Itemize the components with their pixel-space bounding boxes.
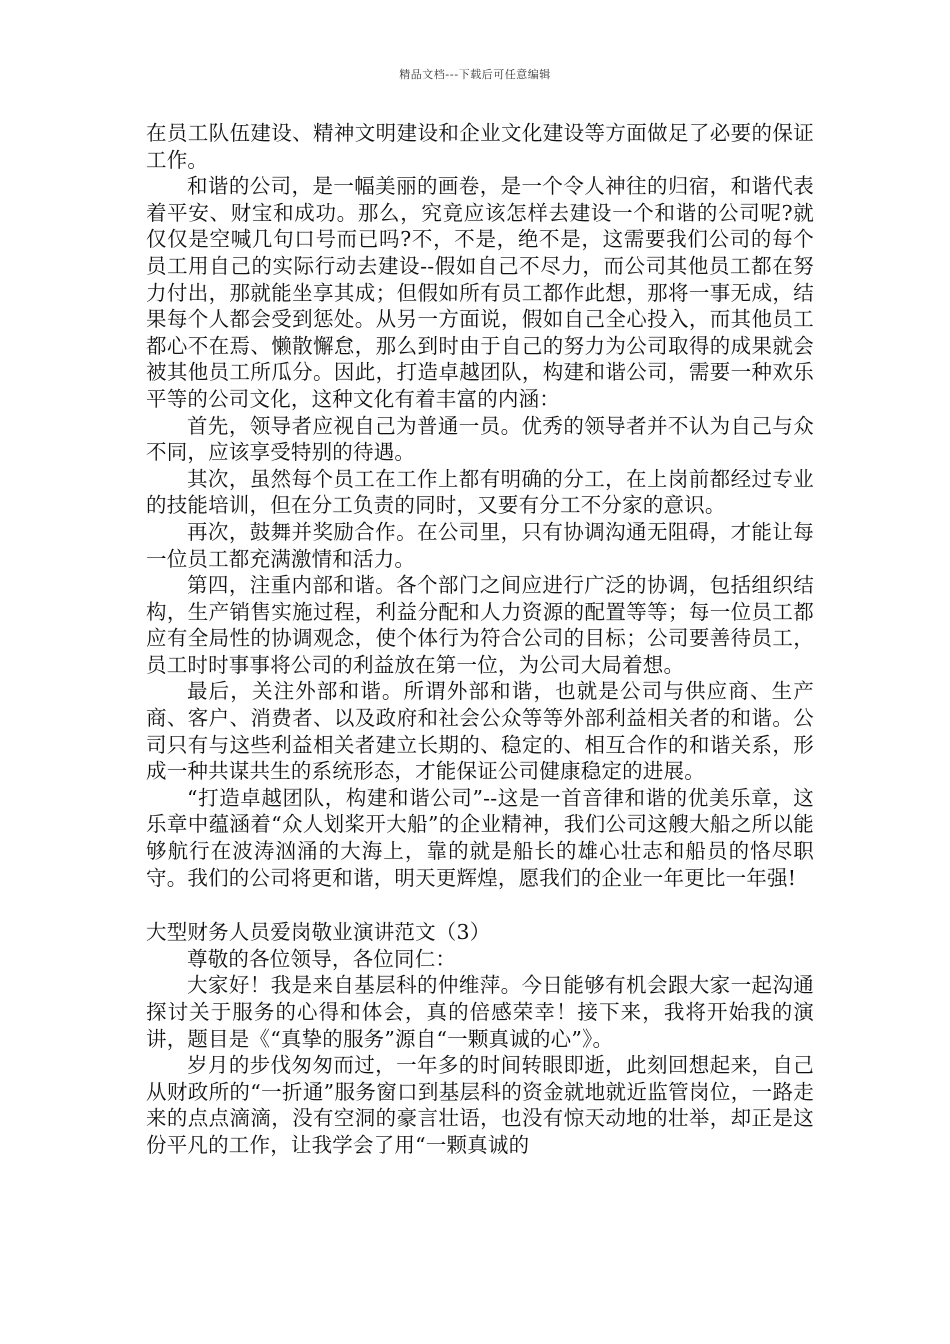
paragraph: 首先，领导者应视自己为普通一员。优秀的领导者并不认为自己与众不同，应该享受特别的待遇。 [146,413,814,465]
paragraph-continued: 在员工队伍建设、精神文明建设和企业文化建设等方面做足了必要的保证工作。 [146,121,814,172]
paragraph: 第四，注重内部和谐。各个部门之间应进行广泛的协调，包括组织结构，生产销售实施过程，利益分配和人力资源的配置等等；每一位员工都应有全局性的协调观念，使个体行为符合公司的目标；公司要善待员工，员工时时事事将公司的利益放在第一位，为公司大局着想。 [146,573,814,677]
salutation: 尊敬的各位领导，各位同仁： [187,946,457,971]
paragraph: 和谐的公司，是一幅美丽的画卷，是一个令人神往的归宿，和谐代表着平安、财宝和成功。那么，究竟应该怎样去建设一个和谐的公司呢?就仅仅是空喊几句口号而已吗?不，不是，绝不是，这需要我们公司的每个员工用自己的实际行动去建设--假如自己不尽力，而公司其他员工都在努力付出，那就能坐享其成；但假如所有员工都作此想，那将一事无成，结果每个人都会受到惩处。从另一方面说，假如自己全心投入，而其他员工都心不在焉、懒散懈怠，那么到时由于自己的努力为公司取得的成果就会被其他员工所瓜分。因此，打造卓越团队，构建和谐公司，需要一种欢乐平等的公司文化，这种文化有着丰富的内涵： [146,174,814,411]
paragraph: 其次，虽然每个员工在工作上都有明确的分工，在上岗前都经过专业的技能培训，但在分工负责的同时，又要有分工不分家的意识。 [146,466,814,518]
page-header: 精品文档---下载后可任意编辑 [399,68,551,81]
paragraph: 最后，关注外部和谐。所谓外部和谐，也就是公司与供应商、生产商、客户、消费者、以及政府和社会公众等等外部利益相关者的和谐。公司只有与这些利益相关者建立长期的、稳定的、相互合作的和谐关系，形成一种共谋共生的系统形态，才能保证公司健康稳定的进展。 [146,679,814,784]
paragraph: “打造卓越团队，构建和谐公司”--这是一首音律和谐的优美乐章，这乐章中蕴涵着“众人划桨开大船”的企业精神，我们公司这艘大船之所以能够航行在波涛汹涌的大海上，靠的就是船长的雄心壮志和船员的恪尽职守。我们的公司将更和谐，明天更辉煌，愿我们的企业一年更比一年强! [146,785,814,890]
section-title: 大型财务人员爱岗敬业演讲范文（3） [146,920,491,945]
paragraph: 岁月的步伐匆匆而过，一年多的时间转眼即逝，此刻回想起来，自己从财政所的“一折通”服务窗口到基层科的资金就地就近监管岗位，一路走来的点点滴滴，没有空洞的豪言壮语，也没有惊天动地的壮举，却正是这份平凡的工作，让我学会了用“一颗真诚的 [146,1053,814,1157]
document-body [146,120,814,1159]
section-gap [146,891,814,919]
paragraph: 再次，鼓舞并奖励合作。在公司里，只有协调沟通无阻碍，才能让每一位员工都充满激情和活力。 [146,519,814,571]
paragraph: 大家好！我是来自基层科的仲维萍。今日能够有机会跟大家一起沟通探讨关于服务的心得和体会，真的倍感荣幸！接下来，我将开始我的演讲，题目是《“真挚的服务”源自“一颗真诚的心”》。 [146,973,814,1051]
